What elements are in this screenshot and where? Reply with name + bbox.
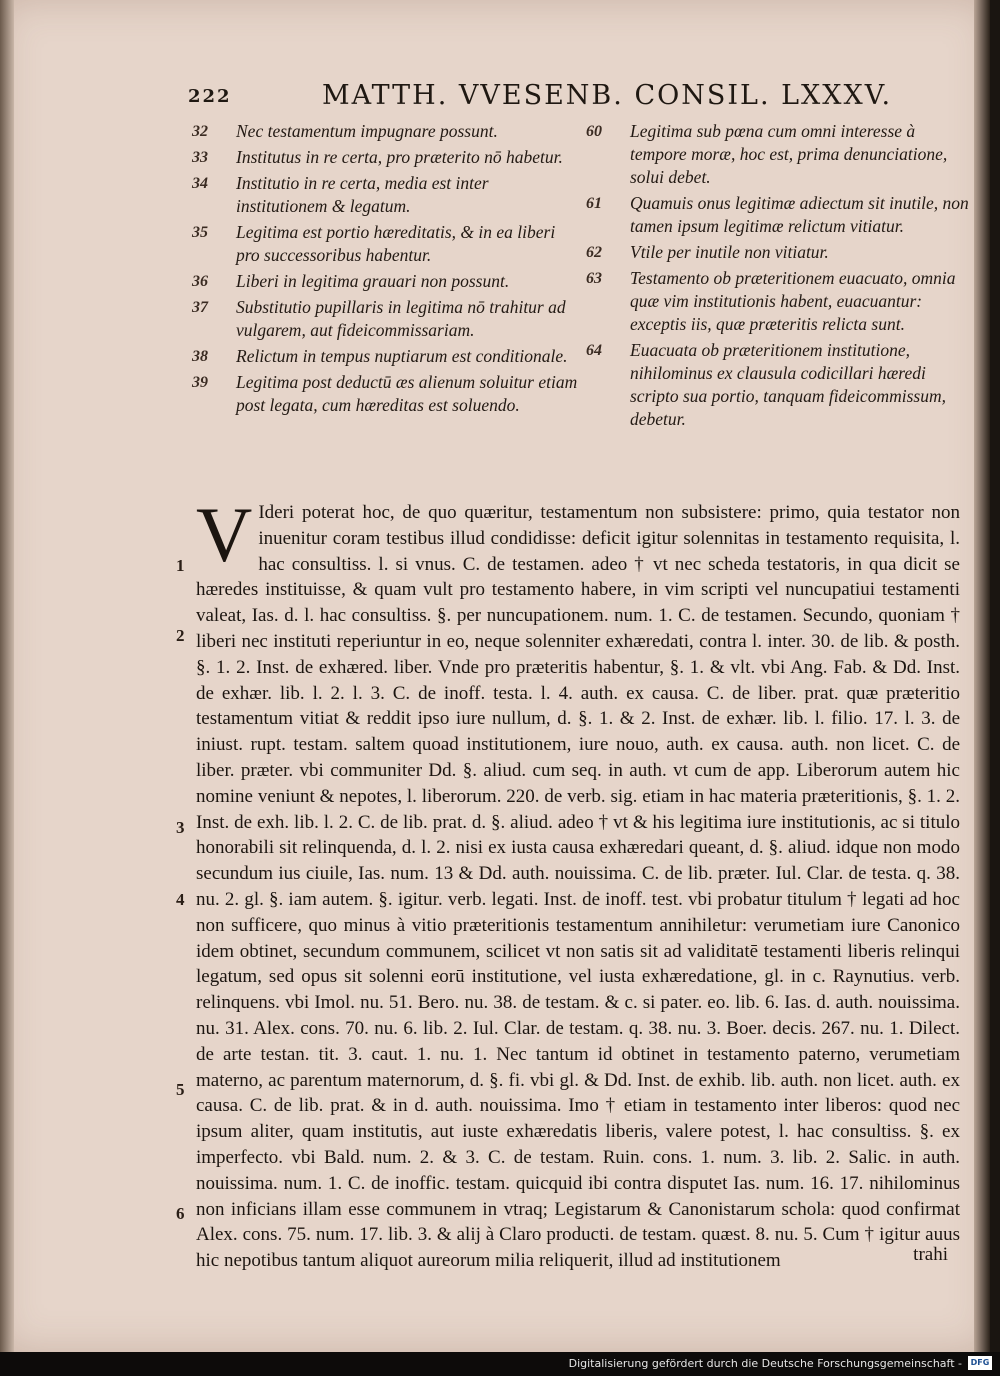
- dfg-logo-icon: DFG: [968, 1356, 992, 1370]
- summary-number: 39: [192, 374, 208, 391]
- summary-entry: [192, 270, 578, 293]
- summary-entry: [192, 172, 578, 218]
- summary-number: 34: [192, 175, 208, 192]
- running-title: MATTH. VVESENB. CONSIL. LXXXV.: [322, 80, 893, 111]
- summary-number: 33: [192, 149, 208, 166]
- summary-number: 35: [192, 224, 208, 241]
- summary-entry: [192, 146, 578, 169]
- summary-entry: [586, 267, 972, 336]
- page-edge: [974, 0, 990, 1352]
- summary-text: Vtile per inutile non vitiatur.: [630, 242, 829, 262]
- main-text: [196, 491, 960, 1274]
- page-header: [188, 80, 968, 116]
- summary-entry: [192, 296, 578, 342]
- summary-number: 64: [586, 342, 602, 359]
- summary-text: Institutus in re certa, pro præterito nō habetur.: [236, 147, 563, 167]
- summary-text: Relictum in tempus nuptiarum est conditionale.: [236, 346, 568, 366]
- footer-credit: Digitalisierung gefördert durch die Deutsche Forschungsgemeinschaft -: [568, 1357, 962, 1370]
- summary-entry: [586, 192, 972, 238]
- summary-text: Institutio in re certa, media est inter institutionem & legatum.: [236, 173, 489, 216]
- summaries-right-column: [586, 120, 972, 434]
- footer-bar: [0, 1352, 1000, 1376]
- summary-text: Testamento ob præteritionem euacuato, omnia quæ vim institutionis habent, euacuantur: exceptis iis, quæ præteritis relicta sunt.: [630, 268, 956, 334]
- summaries-left-column: [192, 120, 578, 420]
- page-binding: [0, 0, 14, 1352]
- drop-cap: V: [196, 491, 253, 578]
- summary-number: 37: [192, 299, 208, 316]
- body-paragraph: Ideri poterat hoc, de quo quæritur, testamentum non subsistere: primo, quia testator non inuenitur coram testibus illud condidisse: deficit igitur solennitas in testamento requisita, l. hac consultiss. l. si vnus. C. de testamen. adeo † vt nec scheda testatoris, in qua dicit se hæredes instituisse, & quam vult pro testamento habere, in vim scripti vel nuncupatiui testamenti valeat, Ias. d. l. hac consultiss. §. per nuncupationem. num. 1. C. de testamen. Secundo, quoniam † liberi nec instituti reperiuntur in eo, neque solenniter exhæredati, contra l. inter. 30. de lib. & posth. §. 1. 2. Inst. de exhæred. liber. Vnde pro præteritis habentur, §. 1. & vlt. vbi Ang. Fab. & Dd. Inst. de exhær. lib. l. 2. l. 3. C. de inoff. testa. l. 4. auth. ex causa. C. de liber. prat. quæ præteritio testamentum vitiat & reddit ipso iure nullum, d. §. 1. & 2. Inst. de exhær. lib. l. filio. 17. l. 3. de iniust. rupt. testam. saltem quoad institutionem, iure nouo, auth. ex causa. auth. non licet. C. de liber. præter. vbi communiter Dd. §. aliud. cum seq. in auth. vt cum de app. Liberorum autem hic nomine veniunt & nepotes, l. liberorum. 220. de verb. sig. etiam in hac materia præteritionis, §. 1. 2. Inst. de exh. lib. l. 2. C. de lib. prat. d. §. aliud. adeo † vt & his legitima iure institutionis, ac si titulo honorabili sit relinquenda, d. l. 2. nisi ex iusta causa exhæredari queant, d. §. aliud. idque non modo secundum ius ciuile, Ias. num. 13 & Dd. auth. nouissima. C. de lib. præter. Iul. Clar. de testa. q. 38. nu. 2. gl. §. iam autem. §. igitur. verb. legati. Inst. de inoff. test. vbi probatur titulum † legati ad hoc non sufficere, quo minus à vitio præteritionis testamentum annihiletur: verumetiam iure Canonico idem obtinet, secundum communem, scilicet vt non satis sit ad validitatē testamenti liberis relinqui legatum, sed opus sit solenni eorū institutione, vel iusta exhæredatione, gl. in c. Raynutius. verb. relinquens. vbi Imol. nu. 51. Bero. nu. 38. de testam. & c. si pater. eo. lib. 6. Ias. d. auth. nouissima. nu. 31. Alex. cons. 70. nu. 6. lib. 2. Iul. Clar. de testam. q. 38. nu. 3. Boer. decis. 267. nu. 1. Dilect. de arte testan. tit. 3. caut. 1. nu. 1. Nec tantum id obtinet in testamento paterno, verumetiam materno, ac parentum maternorum, d. §. fi. vbi gl. & Dd. Inst. de exhib. lib. auth. non licet. auth. ex causa. C. de lib. prat. & in d. auth. nouissima. Imo † etiam in testamento inter liberos: quod nec ipsum aliter, quam institutis, aut iuste exhæredatis liberis, valere potest, l. hac consultiss. §. ex imperfecto. vbi Bald. num. 2. & 3. C. de testam. Ruin. cons. 1. num. 3. lib. 2. Salic. in auth. nouissima. num. 1. C. de inoffic. testam. quicquid ibi contra disputet Ias. num. 16. 17. nihilominus non inficians illam esse communem in vtraq; Legistarum & Canonistarum schola: quod confirmat Alex. cons. 75. num. 17. lib. 3. & alij à Claro producti. de testam. quæst. 8. nu. 5. Cum † igitur auus hic nepotibus tantum aliquot aureorum milia reliquerit, illud ad institutionem: [196, 502, 960, 1272]
- summary-number: 36: [192, 273, 208, 290]
- summary-text: Quamuis onus legitimæ adiectum sit inutile, non tamen ipsum legitimæ relictum vitiatur.: [630, 193, 969, 236]
- summary-number: 61: [586, 195, 602, 212]
- summary-number: 32: [192, 123, 208, 140]
- margin-number: 2: [176, 626, 185, 645]
- summary-text: Liberi in legitima grauari non possunt.: [236, 271, 510, 291]
- margin-number: 5: [176, 1080, 185, 1099]
- summary-number: 38: [192, 348, 208, 365]
- summary-entry: [586, 339, 972, 431]
- summary-text: Legitima post deductū æs alienum soluitur etiam post legata, cum hæreditas est soluendo.: [236, 372, 578, 415]
- summary-entry: [586, 120, 972, 189]
- margin-number: 1: [176, 556, 185, 575]
- summary-text: Legitima est portio hæreditatis, & in ea liberi pro successoribus habentur.: [236, 222, 556, 265]
- summary-entry: [586, 241, 972, 264]
- summary-text: Legitima sub pœna cum omni interesse à tempore moræ, hoc est, prima denunciatione, solui debet.: [630, 121, 948, 187]
- summary-entry: [192, 345, 578, 368]
- summary-text: Substitutio pupillaris in legitima nō trahitur ad vulgarem, aut fideicommissariam.: [236, 297, 566, 340]
- summary-text: Nec testamentum impugnare possunt.: [236, 121, 498, 141]
- summary-number: 62: [586, 244, 602, 261]
- summary-text: Euacuata ob præteritionem institutione, nihilominus ex clausula codicillari hæredi scripto sua portio, tanquam fideicommissum, debetur.: [630, 340, 946, 429]
- summary-entry: [192, 120, 578, 143]
- summary-entry: [192, 221, 578, 267]
- summary-number: 60: [586, 123, 602, 140]
- summary-entry: [192, 371, 578, 417]
- summary-number: 63: [586, 270, 602, 287]
- page-number: 222: [188, 86, 232, 107]
- margin-number: 4: [176, 890, 185, 909]
- catchword: trahi: [913, 1244, 948, 1265]
- margin-number: 6: [176, 1204, 185, 1223]
- margin-number: 3: [176, 818, 185, 837]
